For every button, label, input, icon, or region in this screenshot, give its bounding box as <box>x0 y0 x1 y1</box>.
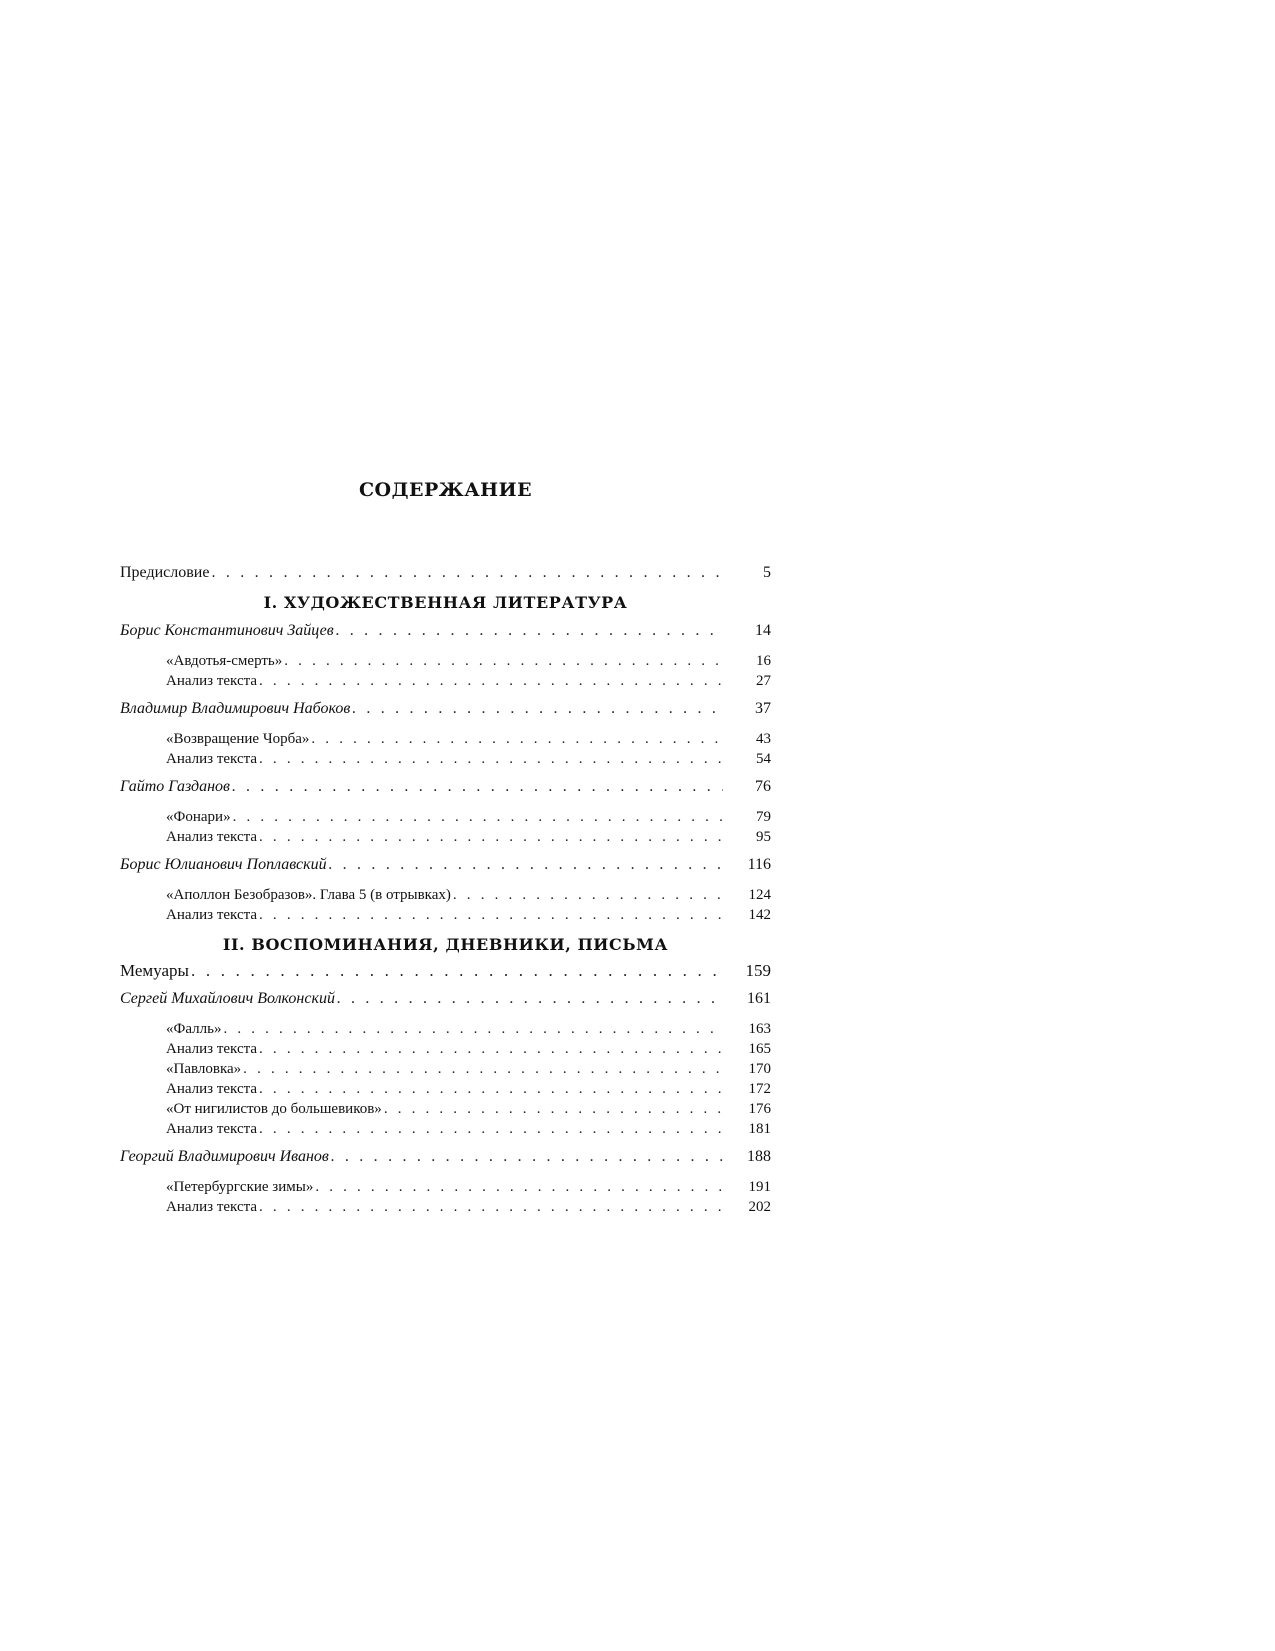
table-of-contents <box>120 563 771 1217</box>
toc-entry-label: Анализ текста <box>166 1199 258 1215</box>
leader-dots <box>331 1147 723 1167</box>
author-name: Гайто Газданов <box>120 778 230 795</box>
author-name: Владимир Владимирович Набоков <box>120 700 351 717</box>
leader-dots <box>315 1177 723 1197</box>
toc-page-number: 5 <box>763 564 771 581</box>
toc-page-number: 176 <box>748 1101 771 1117</box>
toc-page-number: 37 <box>755 700 771 717</box>
toc-entry-label: Анализ текста <box>166 1121 258 1137</box>
leader-dots <box>259 1039 723 1059</box>
toc-page-number: 159 <box>745 961 771 980</box>
part-heading: I. ХУДОЖЕСТВЕННАЯ ЛИТЕРАТУРА <box>263 593 628 612</box>
toc-subentry <box>120 1177 771 1197</box>
author-name: Георгий Владимирович Иванов <box>120 1148 329 1165</box>
toc-subentry <box>120 827 771 847</box>
toc-subentry <box>120 905 771 925</box>
toc-entry-label: «Петербургские зимы» <box>166 1179 314 1195</box>
toc-page-number: 181 <box>748 1121 771 1137</box>
toc-entry-label: «Аполлон Безобразов». Глава 5 (в отрывках) <box>166 887 451 903</box>
toc-entry-label: «Авдотья-смерть» <box>166 653 283 669</box>
toc-page-number: 163 <box>748 1021 771 1037</box>
toc-entry-author <box>120 855 771 875</box>
toc-page-number: 14 <box>755 622 771 639</box>
toc-subentry <box>120 671 771 691</box>
leader-dots <box>284 651 723 671</box>
toc-subentry <box>120 885 771 905</box>
toc-subentry <box>120 807 771 827</box>
toc-entry-label: Анализ текста <box>166 907 258 923</box>
toc-page-number: 76 <box>755 778 771 795</box>
author-name: Сергей Михайлович Волконский <box>120 990 335 1007</box>
toc-subentry <box>120 1059 771 1079</box>
toc-entry-label: Анализ текста <box>166 673 258 689</box>
toc-entry-author <box>120 621 771 641</box>
leader-dots <box>259 1079 723 1099</box>
toc-subentry <box>120 1099 771 1119</box>
leader-dots <box>223 1019 723 1039</box>
leader-dots <box>384 1099 723 1119</box>
toc-entry-label: Анализ текста <box>166 1041 258 1057</box>
toc-entry-label: «Фонари» <box>166 809 231 825</box>
leader-dots <box>259 749 723 769</box>
leader-dots <box>259 1197 723 1217</box>
author-name: Борис Константинович Зайцев <box>120 622 334 639</box>
part-heading: II. ВОСПОМИНАНИЯ, ДНЕВНИКИ, ПИСЬМА <box>222 935 669 954</box>
toc-entry-label: «Павловка» <box>166 1061 242 1077</box>
leader-dots <box>211 563 723 583</box>
leader-dots <box>259 1119 723 1139</box>
toc-subentry <box>120 651 771 671</box>
toc-subentries <box>120 651 771 691</box>
leader-dots <box>233 807 723 827</box>
toc-subentry <box>120 1079 771 1099</box>
toc-page-number: 124 <box>748 887 771 903</box>
toc-page-number: 27 <box>756 673 771 689</box>
toc-entry-author <box>120 777 771 797</box>
toc-page-number: 16 <box>756 653 771 669</box>
toc-entry-label: «Возвращение Чорба» <box>166 731 310 747</box>
toc-entry-author <box>120 989 771 1009</box>
leader-dots <box>453 885 723 905</box>
toc-entry-preface <box>120 563 771 583</box>
leader-dots <box>337 989 723 1009</box>
toc-entry-label: Анализ текста <box>166 751 258 767</box>
leader-dots <box>336 621 723 641</box>
toc-subentries <box>120 885 771 925</box>
toc-page-number: 79 <box>756 809 771 825</box>
page-title: СОДЕРЖАНИЕ <box>358 479 533 501</box>
toc-entry-label: Анализ текста <box>166 829 258 845</box>
toc-entry-memoirs <box>120 961 771 981</box>
toc-page-number: 188 <box>747 1148 771 1165</box>
toc-subentry <box>120 1197 771 1217</box>
toc-entry-label: Мемуары <box>120 961 189 980</box>
toc-page-number: 142 <box>748 907 771 923</box>
toc-subentries <box>120 729 771 769</box>
toc-page-number: 116 <box>747 856 771 873</box>
leader-dots <box>243 1059 723 1079</box>
toc-entry-author <box>120 1147 771 1167</box>
leader-dots <box>311 729 723 749</box>
toc-subentry <box>120 729 771 749</box>
toc-entry-label: «От нигилистов до большевиков» <box>166 1101 382 1117</box>
toc-subentry <box>120 749 771 769</box>
toc-subentry <box>120 1039 771 1059</box>
toc-page-number: 95 <box>756 829 771 845</box>
toc-page-number: 54 <box>756 751 771 767</box>
toc-page-number: 43 <box>756 731 771 747</box>
toc-page-number: 165 <box>748 1041 771 1057</box>
leader-dots <box>232 777 723 797</box>
toc-subentry <box>120 1019 771 1039</box>
toc-subentries <box>120 1019 771 1139</box>
toc-subentries <box>120 1177 771 1217</box>
toc-entry-label: Предисловие <box>120 564 210 581</box>
author-name: Борис Юлианович Поплавский <box>120 856 327 873</box>
toc-page-number: 202 <box>748 1199 771 1215</box>
toc-subentries <box>120 807 771 847</box>
toc-page-number: 170 <box>748 1061 771 1077</box>
toc-subentry <box>120 1119 771 1139</box>
toc-entry-author <box>120 699 771 719</box>
toc-page-number: 172 <box>748 1081 771 1097</box>
toc-entry-label: Анализ текста <box>166 1081 258 1097</box>
leader-dots <box>352 699 723 719</box>
leader-dots <box>259 827 723 847</box>
leader-dots <box>259 905 723 925</box>
toc-entry-label: «Фалль» <box>166 1021 222 1037</box>
toc-page-number: 161 <box>747 990 771 1007</box>
leader-dots <box>259 671 723 691</box>
leader-dots <box>191 961 723 981</box>
leader-dots <box>329 855 723 875</box>
toc-page-number: 191 <box>748 1179 771 1195</box>
